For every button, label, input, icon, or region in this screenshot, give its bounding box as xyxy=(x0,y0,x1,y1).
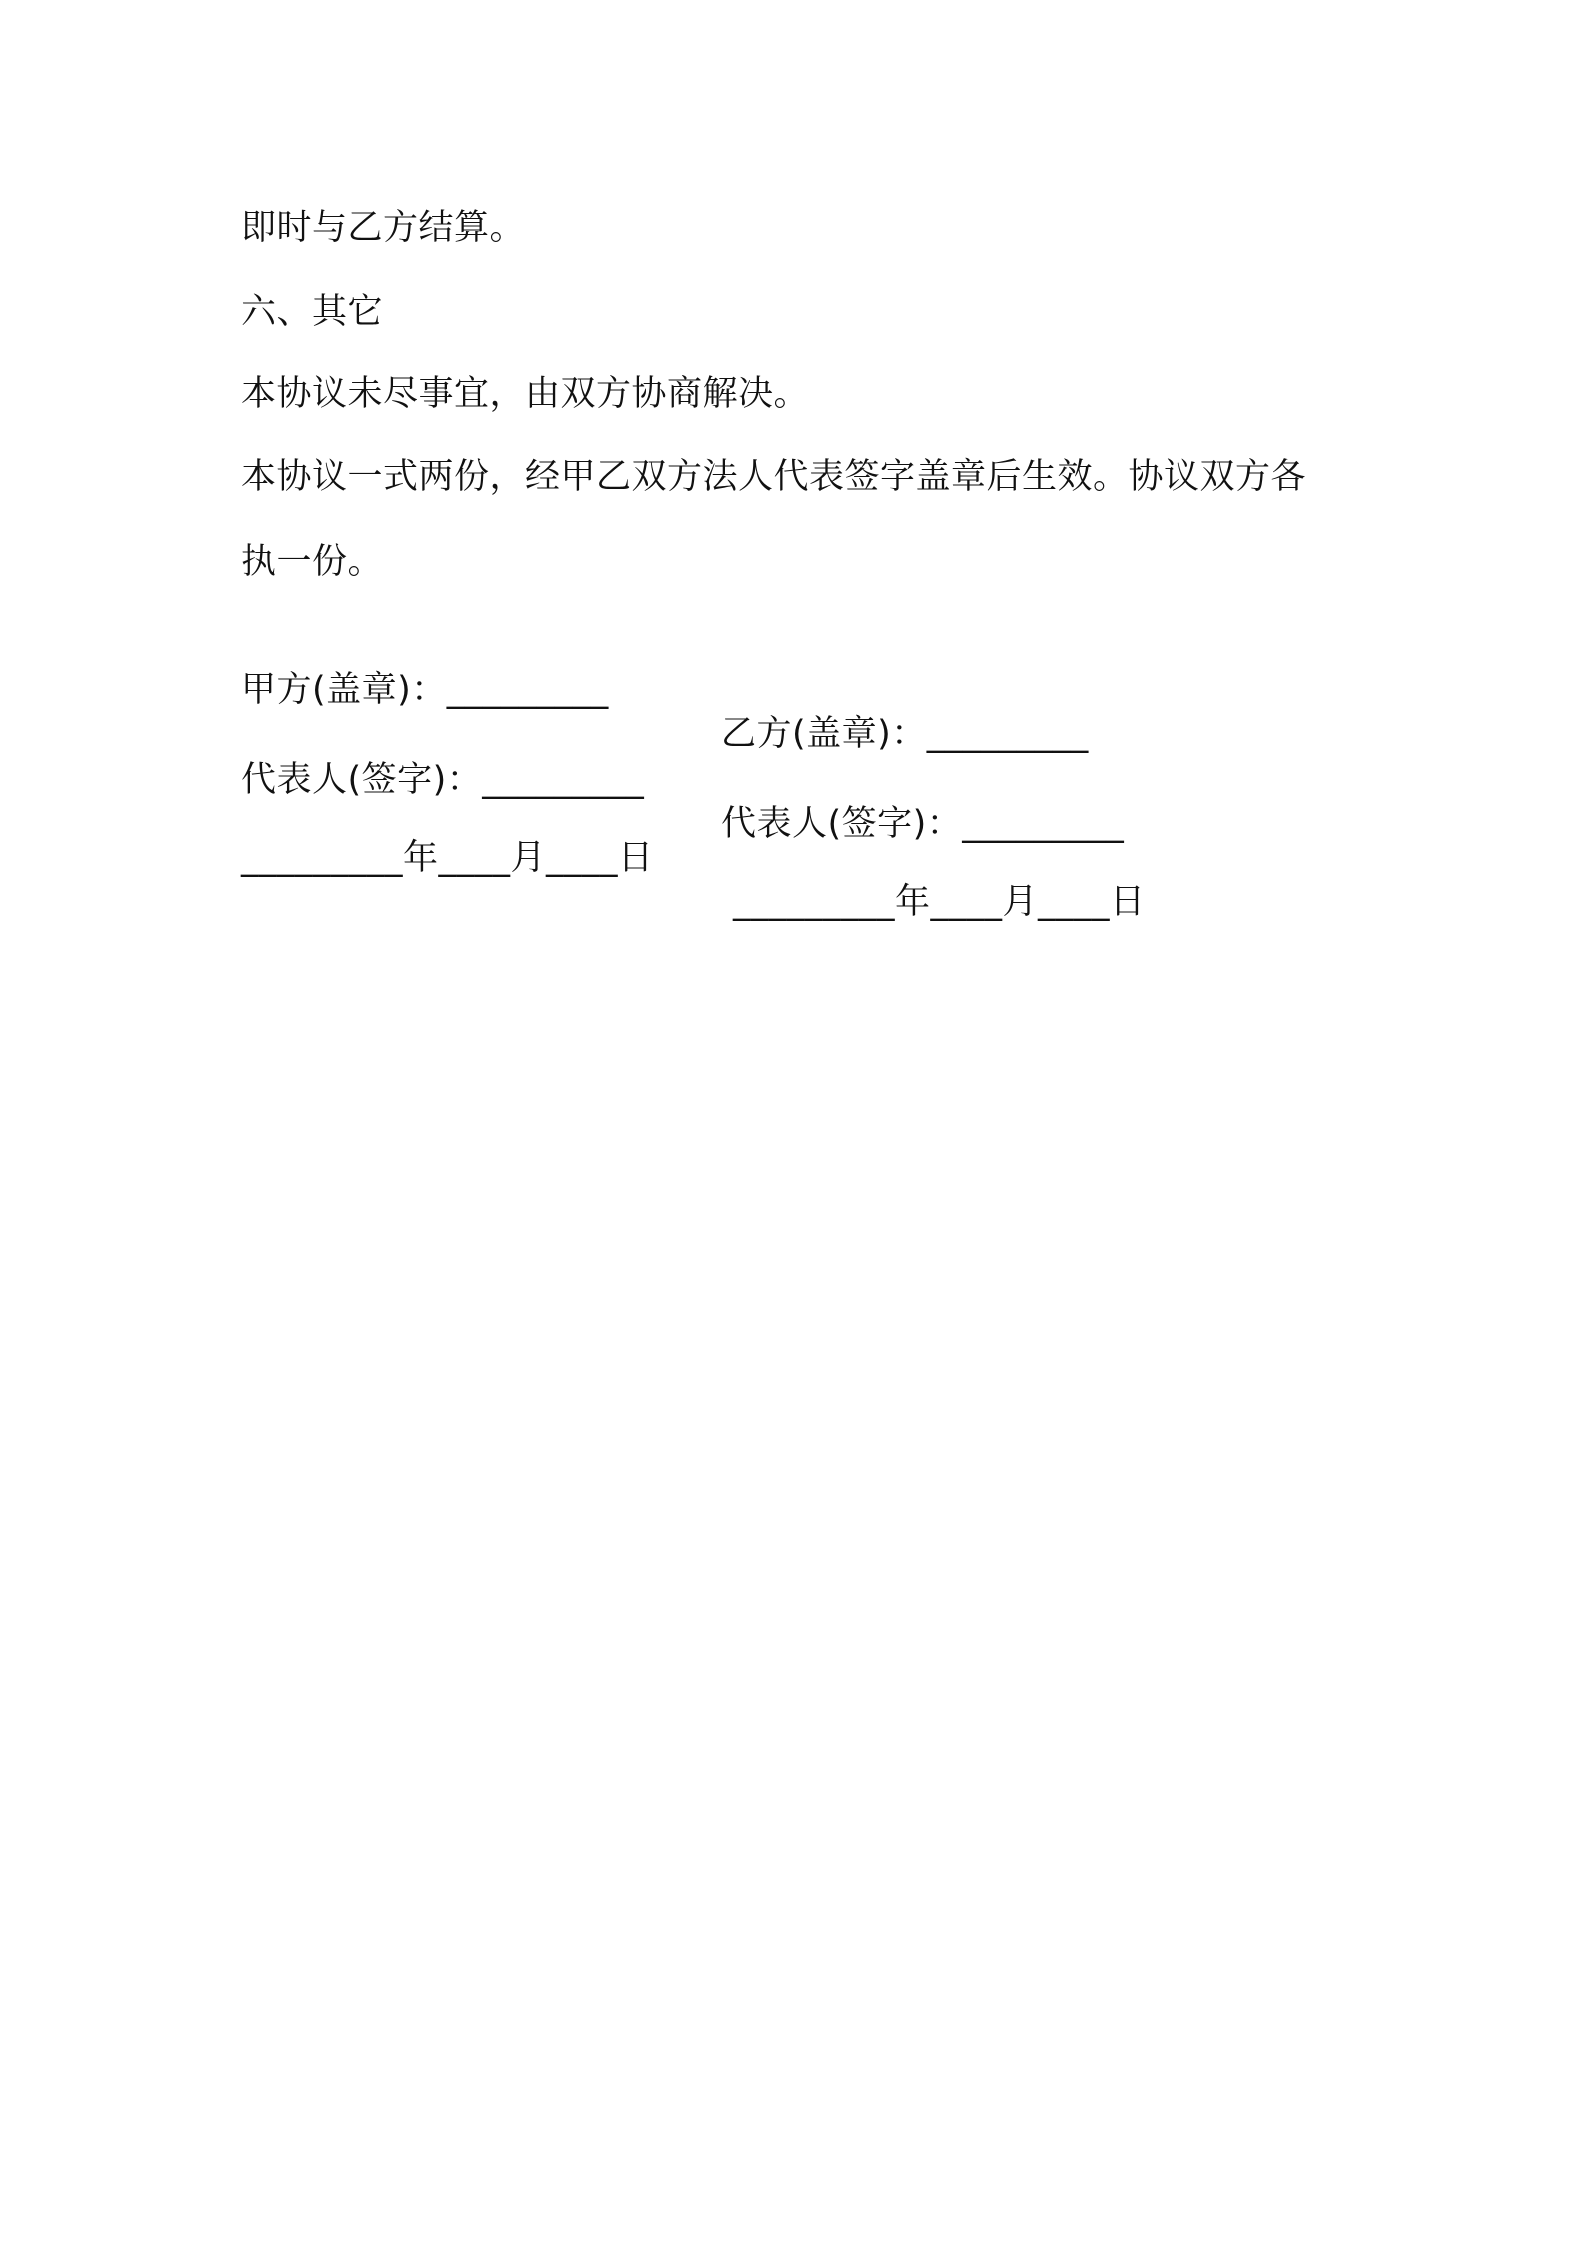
party-a-date-field: _________年____月____日 xyxy=(241,838,654,878)
paragraph-copies-line-1: 本协议一式两份，经甲乙双方法人代表签字盖章后生效。协议双方各 xyxy=(241,457,1307,497)
party-a-seal-field: 甲方(盖章)：_________ xyxy=(241,670,609,710)
party-b-representative-field: 代表人(签字)：_________ xyxy=(721,804,1125,844)
party-b-date-field: _________年____月____日 xyxy=(733,882,1146,922)
section-heading-other: 六、其它 xyxy=(241,292,384,332)
party-a-representative-field: 代表人(签字)：_________ xyxy=(241,760,645,800)
paragraph-copies-line-2: 执一份。 xyxy=(241,542,384,582)
signature-row-date xyxy=(0,792,1586,968)
party-b-seal-field: 乙方(盖章)：_________ xyxy=(721,714,1089,754)
paragraph-unresolved-matters: 本协议未尽事宜，由双方协商解决。 xyxy=(241,374,810,414)
paragraph-settlement: 即时与乙方结算。 xyxy=(241,208,526,248)
